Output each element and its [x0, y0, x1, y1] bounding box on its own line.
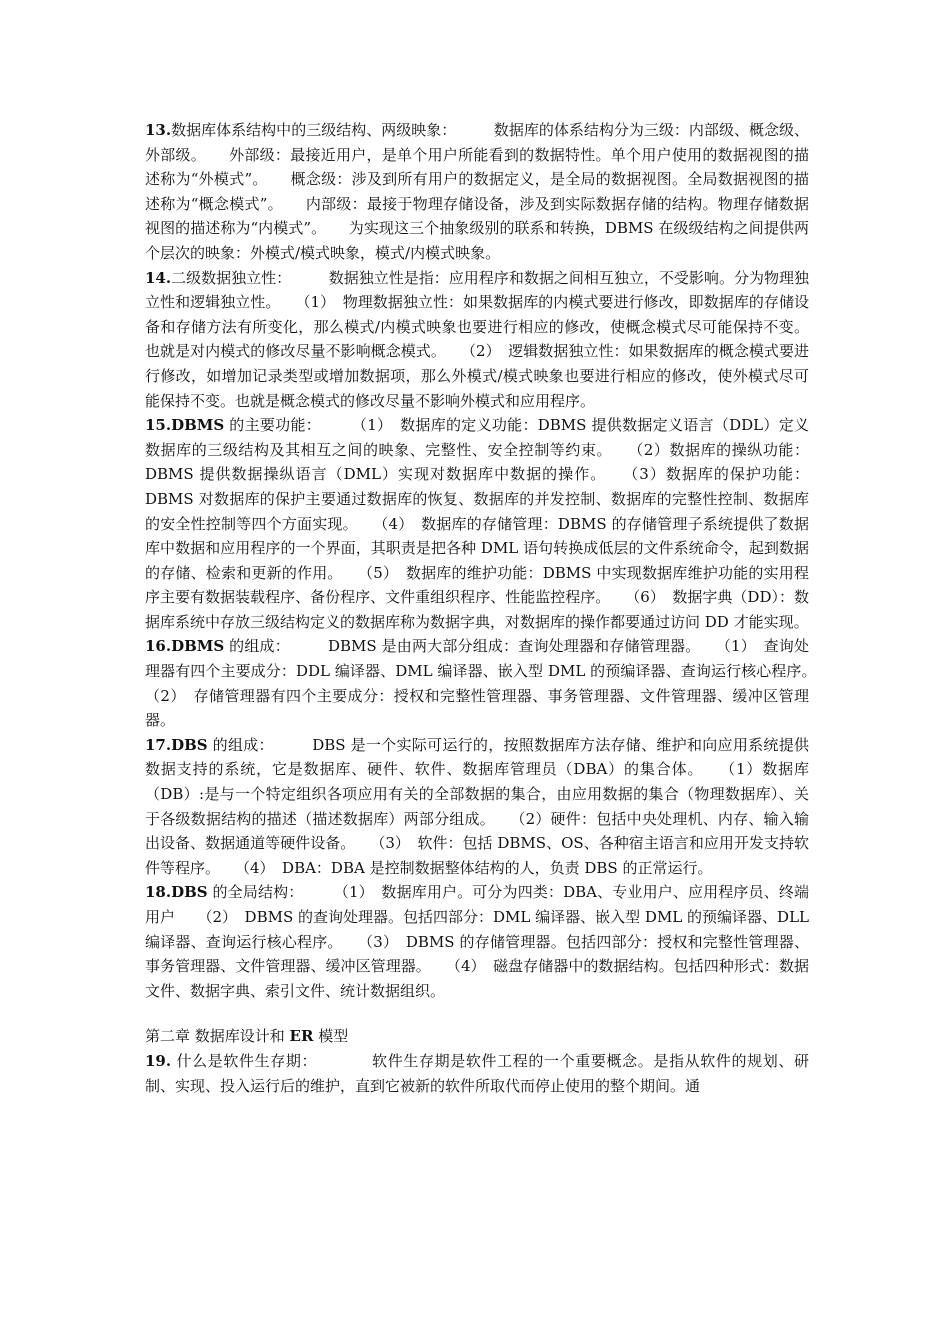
paragraph-number: 13. — [145, 121, 172, 139]
paragraph-text: 的全局结构： （1） 数据库用户。可分为四类：DBA、专业用户、应用程序员、终端用户 （2） DBMS 的查询处理器。包括四部分：DML 编译器、嵌入型 DML 的预编译器、DLL 编译器、查询运行核心程序。 （3） DBMS 的存储管理器。包括四部分：授权和完整性管理器、事务管理器、文件管理器、缓冲区管理器。 （4） 磁盘存储器中的数据结构。包括四种形式：数据文件、数据字典、索引文件、统计数据组织。 — [145, 883, 809, 1000]
paragraph-number: 17.DBS — [145, 735, 208, 754]
paragraph-number: 14. — [145, 268, 172, 287]
paragraph-text: 的主要功能： （1） 数据库的定义功能：DBMS 提供数据定义语言（DDL）定义数据库的三级结构及其相互之间的映象、完整性、安全控制等约束。 （2）数据库的操纵功能：DBMS 提供数据操纵语言（DML）实现对数据库中数据的操作。 （3）数据库的保护功能：DBMS 对数据库的保护主要通过数据库的恢复、数据库的并发控制、数据库的完整性控制、数据库的安全性控制等四个方面实现。 （4） 数据库的存储管理：DBMS 的存储管理子系统提供了数据库中数据和应用程序的一个界面，其职责是把各种 DML 语句转换成低层的文件系统命令，起到数据的存储、检索和更新的作用。 （5） 数据库的维护功能：DBMS 中实现数据库维护功能的实用程序主要有数据装载程序、备份程序、文件重组织程序、性能监控程序。 （6） 数据字典（DD）：数据库系统中存放三级结构定义的数据库称为数据字典，对数据库的操作都要通过访问 DD 才能实现。 — [145, 416, 809, 631]
chapter-heading — [145, 1024, 809, 1049]
document-body — [145, 118, 840, 1098]
paragraph-text: 什么是软件生存期： 软件生存期是软件工程的一个重要概念。是指从软件的规划、研制、实现、投入运行后的维护，直到它被新的软件所取代而停止使用的整个期间。通 — [145, 1051, 809, 1095]
paragraph-17 — [145, 733, 809, 881]
chapter-heading-suffix: 模型 — [313, 1027, 349, 1046]
paragraph-19 — [145, 1049, 809, 1098]
paragraph-text: 的组成： DBS 是一个实际可运行的，按照数据库方法存储、维护和向应用系统提供数据支持的系统，它是数据库、硬件、软件、数据库管理员（DBA）的集合体。 （1）数据库（DB）:是与一个特定组织各项应用有关的全部数据的集合，由应用数据的集合（物理数据库）、关于各级数据结构的描述（描述数据库）两部分组成。 （2）硬件：包括中央处理机、内存、输入输出设备、数据通道等硬件设备。 （3） 软件：包括 DBMS、OS、各种宿主语言和应用开发支持软件等程序。 （4） DBA：DBA 是控制数据整体结构的人，负责 DBS 的正常运行。 — [145, 735, 809, 877]
chapter-heading-er: ER — [289, 1027, 314, 1046]
paragraph-text: 的组成： DBMS 是由两大部分组成：查询处理器和存储管理器。 （1） 查询处理器有四个主要成分：DDL 编译器、DML 编译器、嵌入型 DML 的预编译器、查询运行核心程序。 （2） 存储管理器有四个主要成分：授权和完整性管理器、事务管理器、文件管理器、缓冲区管理器。 — [145, 637, 840, 730]
paragraph-18 — [145, 880, 809, 1003]
paragraph-number: 19. — [145, 1051, 172, 1070]
paragraph-13 — [145, 118, 809, 266]
paragraph-16 — [145, 634, 840, 732]
paragraph-number: 15.DBMS — [145, 416, 225, 435]
paragraph-15 — [145, 413, 809, 634]
paragraph-text: 数据库体系结构中的三级结构、两级映象： 数据库的体系结构分为三级：内部级、概念级、外部级。 外部级：最接近用户，是单个用户所能看到的数据特性。单个用户使用的数据视图的描述称为“外模式”。 概念级：涉及到所有用户的数据定义，是全局的数据视图。全局数据视图的描述称为“概念模式”。 内部级：最接于物理存储设备，涉及到实际数据存储的结构。物理存储数据视图的描述称为“内模式”。 为实现这三个抽象级别的联系和转换，DBMS 在级级结构之间提供两个层次的映象：外模式/模式映象，模式/内模式映象。 — [145, 121, 809, 262]
paragraph-14 — [145, 266, 809, 414]
paragraph-text: 二级数据独立性： 数据独立性是指：应用程序和数据之间相互独立，不受影响。分为物理独立性和逻辑独立性。 （1） 物理数据独立性：如果数据库的内模式要进行修改，即数据库的存储设备和存储方法有所变化，那么模式/内模式映象也要进行相应的修改，使概念模式尽可能保持不变。也就是对内模式的修改尽量不影响概念模式。 （2） 逻辑数据独立性：如果数据库的概念模式要进行修改，如增加记录类型或增加数据项，那么外模式/模式映象也要进行相应的修改，使外模式尽可能保持不变。也就是概念模式的修改尽量不影响外模式和应用程序。 — [145, 268, 809, 410]
paragraph-number: 16.DBMS — [145, 637, 225, 656]
chapter-heading-prefix: 第二章 数据库设计和 — [145, 1027, 290, 1046]
paragraph-number: 18.DBS — [145, 883, 208, 902]
